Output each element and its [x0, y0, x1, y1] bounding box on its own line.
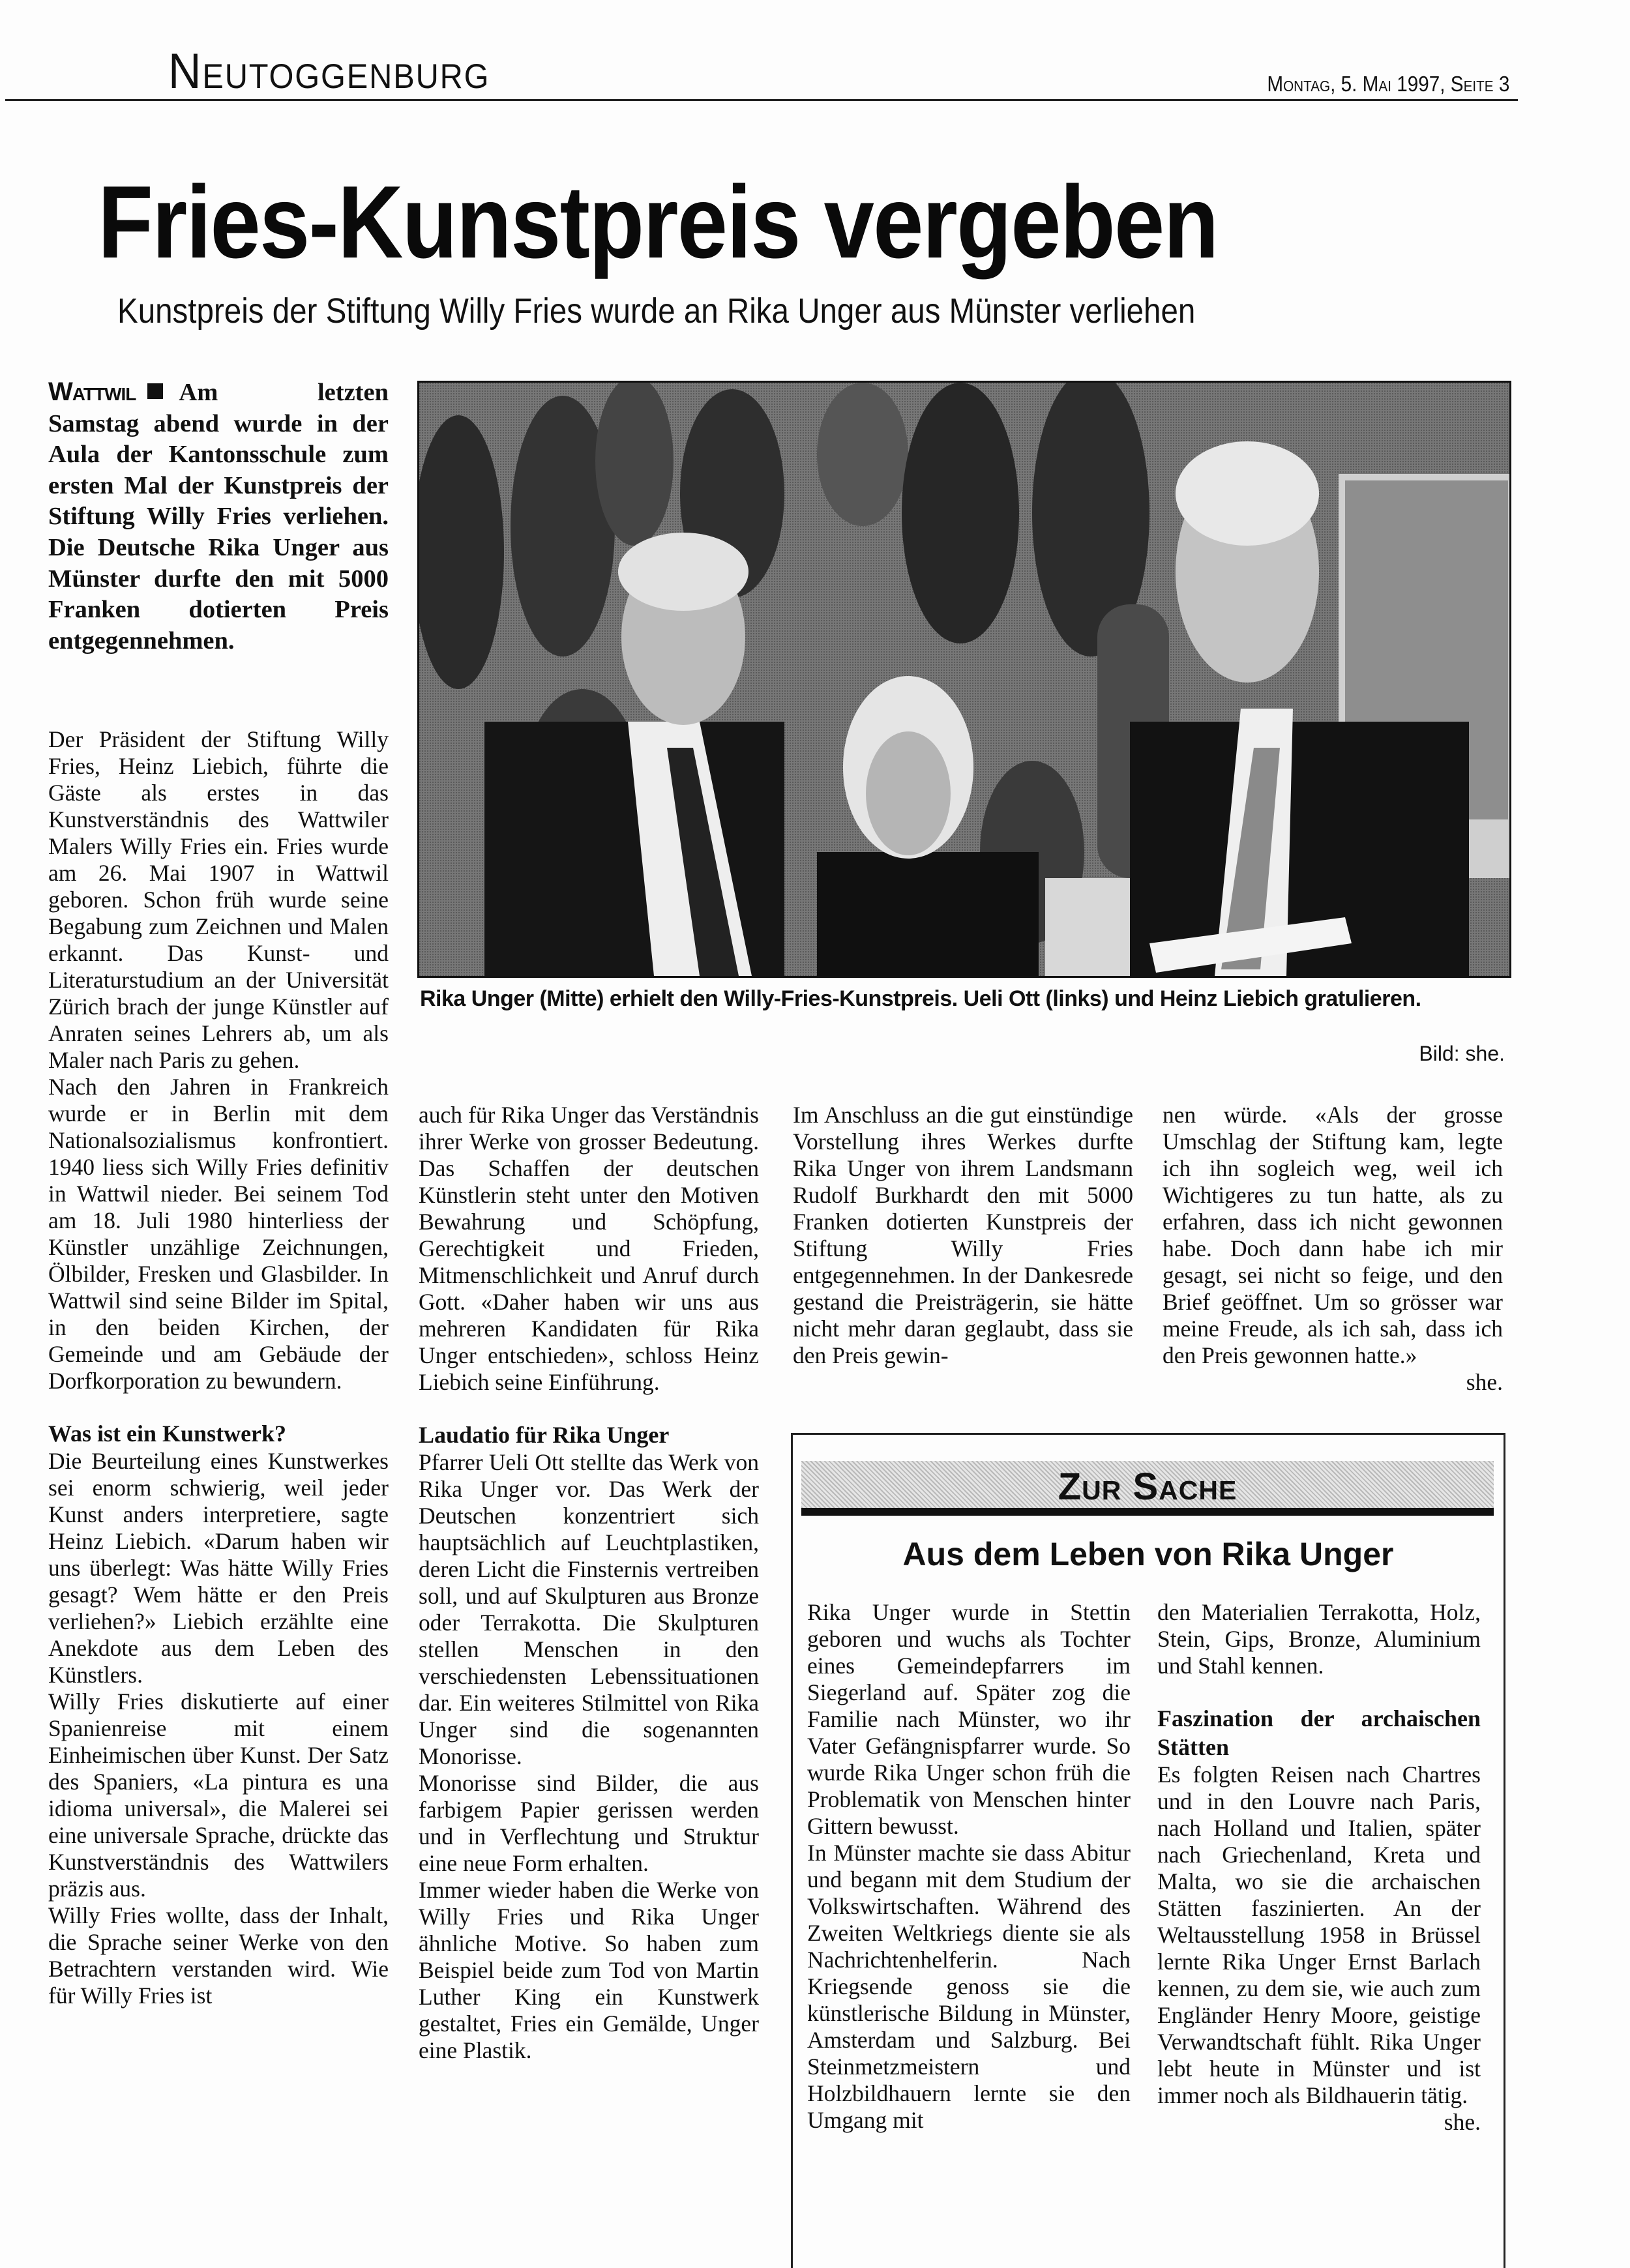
- dateline: Wattwil: [48, 377, 136, 406]
- article-column-4: [1163, 1102, 1503, 1396]
- body-paragraph: Monorisse sind Bilder, die aus farbigem Papier gerissen werden und in Verflechtung und Struktur eine neue Form erhalten.: [419, 1770, 759, 1876]
- body-paragraph: Willy Fries wollte, dass der Inhalt, die Sprache seiner Werke von den Betrachtern verstanden wird. Wie für Willy Fries ist: [48, 1902, 389, 2009]
- body-paragraph: Nach den Jahren in Frankreich wurde er in Berlin mit dem Nationalsozialismus konfrontiert. 1940 liess sich Willy Fries definitiv in Wattwil nieder. Bei seinem Tod am 18. Juli 1980 hinterliess der Künstler unzählige Zeichnungen, Ölbilder, Fresken und Glasbilder. In Wattwil sind seine Bilder im Spital, in den beiden Kirchen, der Gemeinde und am Gebäude der Dorfkorporation zu bewundern.: [48, 1074, 389, 1394]
- article-column-1: [48, 726, 389, 2009]
- body-paragraph: Es folgten Reisen nach Chartres und in den Louvre nach Paris, nach Holland und Italien, später nach Griechenland, Kreta und Malta, wo sie die archaischen Stätten faszinierten. An der Weltausstellung 1958 in Brüssel lernte Rika Unger Ernst Barlach kennen, zu dem sie, wie auch zum Engländer Henry Moore, geistige Verwandtschaft fühlt. Rika Unger lebt heute in Münster und ist immer noch als Bildhauerin tätig.: [1157, 1761, 1481, 2108]
- issue-date-line: Montag, 5. Mai 1997, Seite 3: [1266, 72, 1509, 96]
- author-signature: she.: [1444, 2109, 1481, 2135]
- body-paragraph: den Materialien Terrakotta, Holz, Stein, Gips, Bronze, Aluminium und Stahl kennen.: [1157, 1599, 1481, 1679]
- section-masthead: Neutoggenburg: [168, 44, 490, 99]
- subheading: Was ist ein Kunstwerk?: [48, 1421, 287, 1447]
- subheadline: Kunstpreis der Stiftung Willy Fries wurde an Rika Unger aus Münster verliehen: [117, 291, 1196, 331]
- photo-icon: [419, 383, 1509, 976]
- photo-image: [417, 381, 1511, 978]
- body-paragraph: auch für Rika Unger das Verständnis ihrer Werke von grosser Bedeutung. Das Schaffen der deutschen Künstlerin steht unter den Motiven Bewahrung und Schöpfung, Gerechtigkeit und Frieden, Mitmenschlichkeit und Anruf durch Gott. «Daher haben wir uns aus mehreren Kandidaten für Rika Unger entschieden», schloss Heinz Liebich seine Einführung.: [419, 1102, 759, 1395]
- author-signature: she.: [1466, 1369, 1503, 1395]
- square-bullet-icon: [147, 383, 163, 399]
- article-column-3: [793, 1102, 1133, 1369]
- sidebar-column-1: [807, 1599, 1131, 2134]
- lead-text: Am letzten Samstag abend wurde in der Aula der Kantonsschule zum ersten Mal der Kunstpreis der Stiftung Willy Fries verliehen. Die Deutsche Rika Unger aus Münster durfte den mit 5000 Franken dotierten Preis entgegennehmen.: [48, 379, 389, 655]
- subheading: Laudatio für Rika Unger: [419, 1422, 670, 1448]
- photo-credit: Bild: she.: [1419, 1042, 1505, 1065]
- sidebar-title: Aus dem Leben von Rika Unger: [902, 1536, 1394, 1572]
- subheading: Faszination der archaischen Stätten: [1157, 1705, 1481, 1760]
- photo-caption: Rika Unger (Mitte) erhielt den Willy-Fries-Kunstpreis. Ueli Ott (links) und Heinz Liebich gratulieren.: [420, 986, 1421, 1011]
- lead-paragraph: [48, 377, 389, 656]
- body-paragraph: Pfarrer Ueli Ott stellte das Werk von Rika Unger vor. Das Werk der Deutschen konzentriert sich hauptsächlich auf Leuchtplastiken, deren Licht die Finsternis vertreiben soll, und auf Skulpturen aus Bronze oder Terrakotta. Die Skulpturen stellen Menschen in den verschiedensten Lebenssituationen dar. Ein weiteres Stilmittel von Rika Unger sind die sogenannten Monorisse.: [419, 1449, 759, 1769]
- body-paragraph: In Münster machte sie dass Abitur und begann mit dem Studium der Volkswirtschaften. Während des Zweiten Weltkriegs diente sie als Nachrichtenhelferin. Nach Kriegsende genoss sie die künstlerische Bildung in Münster, Amsterdam und Salzburg. Bei Steinmetzmeistern und Holzbildhauern lernte sie den Umgang mit: [807, 1840, 1131, 2133]
- headline: Fries-Kunstpreis vergeben: [98, 165, 1218, 280]
- body-paragraph: Immer wieder haben die Werke von Willy Fries und Rika Unger ähnliche Motive. So haben zum Beispiel beide zum Tod von Martin Luther King ein Kunstwerk gestaltet, Fries ein Gemälde, Unger eine Plastik.: [419, 1877, 759, 2063]
- body-paragraph: Willy Fries diskutierte auf einer Spanienreise mit einem Einheimischen über Kunst. Der Satz des Spaniers, «La pintura es una idioma universal», die Malerei sei eine universale Sprache, drückte das Kunstverständnis des Wattwilers präzis aus.: [48, 1688, 389, 1902]
- masthead-rule: [5, 99, 1518, 101]
- body-paragraph: Die Beurteilung eines Kunstwerkes sei enorm schwierig, weil jeder Kunst anders interpretiere, sagte Heinz Liebich. «Darum haben wir uns überlegt: Was hätte Willy Fries gesagt? Wem hätte er den Preis verliehen?» Liebich erzählte eine Anekdote aus dem Leben des Künstlers.: [48, 1448, 389, 1688]
- article-column-2: [419, 1102, 759, 2064]
- body-paragraph: Im Anschluss an die gut einstündige Vorstellung ihres Werkes durfte Rika Unger von ihrem Landsmann Rudolf Burkhardt den mit 5000 Franken dotierten Kunstpreis der Stiftung Willy Fries entgegennehmen. In der Dankesrede gestand die Preisträgerin, sie hätte nicht mehr daran geglaubt, dass sie den Preis gewin-: [793, 1102, 1133, 1368]
- body-paragraph: Rika Unger wurde in Stettin geboren und wuchs als Tochter eines Gemeindepfarrers im Siegerland auf. Später zog die Familie nach Münster, wo ihr Vater Gefängnispfarrer wurde. So wurde Rika Unger schon früh die Problematik von Menschen hinter Gittern bewusst.: [807, 1599, 1131, 1839]
- sidebar-kicker: Zur Sache: [1058, 1465, 1237, 1508]
- sidebar-banner: [801, 1461, 1494, 1516]
- body-paragraph: Der Präsident der Stiftung Willy Fries, Heinz Liebich, führte die Gäste als erstes in das Kunstverständnis des Wattwiler Malers Willy Fries ein. Fries wurde am 26. Mai 1907 in Wattwil geboren. Schon früh wurde seine Begabung zum Zeichnen und Malen erkannt. Das Kunst- und Literaturstudium an der Universität Zürich brach der junge Künstler auf Anraten seines Lehrers ab, um als Maler nach Paris zu gehen.: [48, 726, 389, 1073]
- sidebar-column-2: [1157, 1599, 1481, 2136]
- body-paragraph: nen würde. «Als der grosse Umschlag der Stiftung kam, legte ich ihn sogleich weg, weil ich Wichtigeres zu tun hatte, als zu erfahren, dass ich nicht gewonnen habe. Doch dann habe ich mir gesagt, sei nicht so feige, und den Brief geöffnet. Um so grösser war meine Freude, als ich sah, dass ich den Preis gewonnen hatte.»: [1163, 1102, 1503, 1368]
